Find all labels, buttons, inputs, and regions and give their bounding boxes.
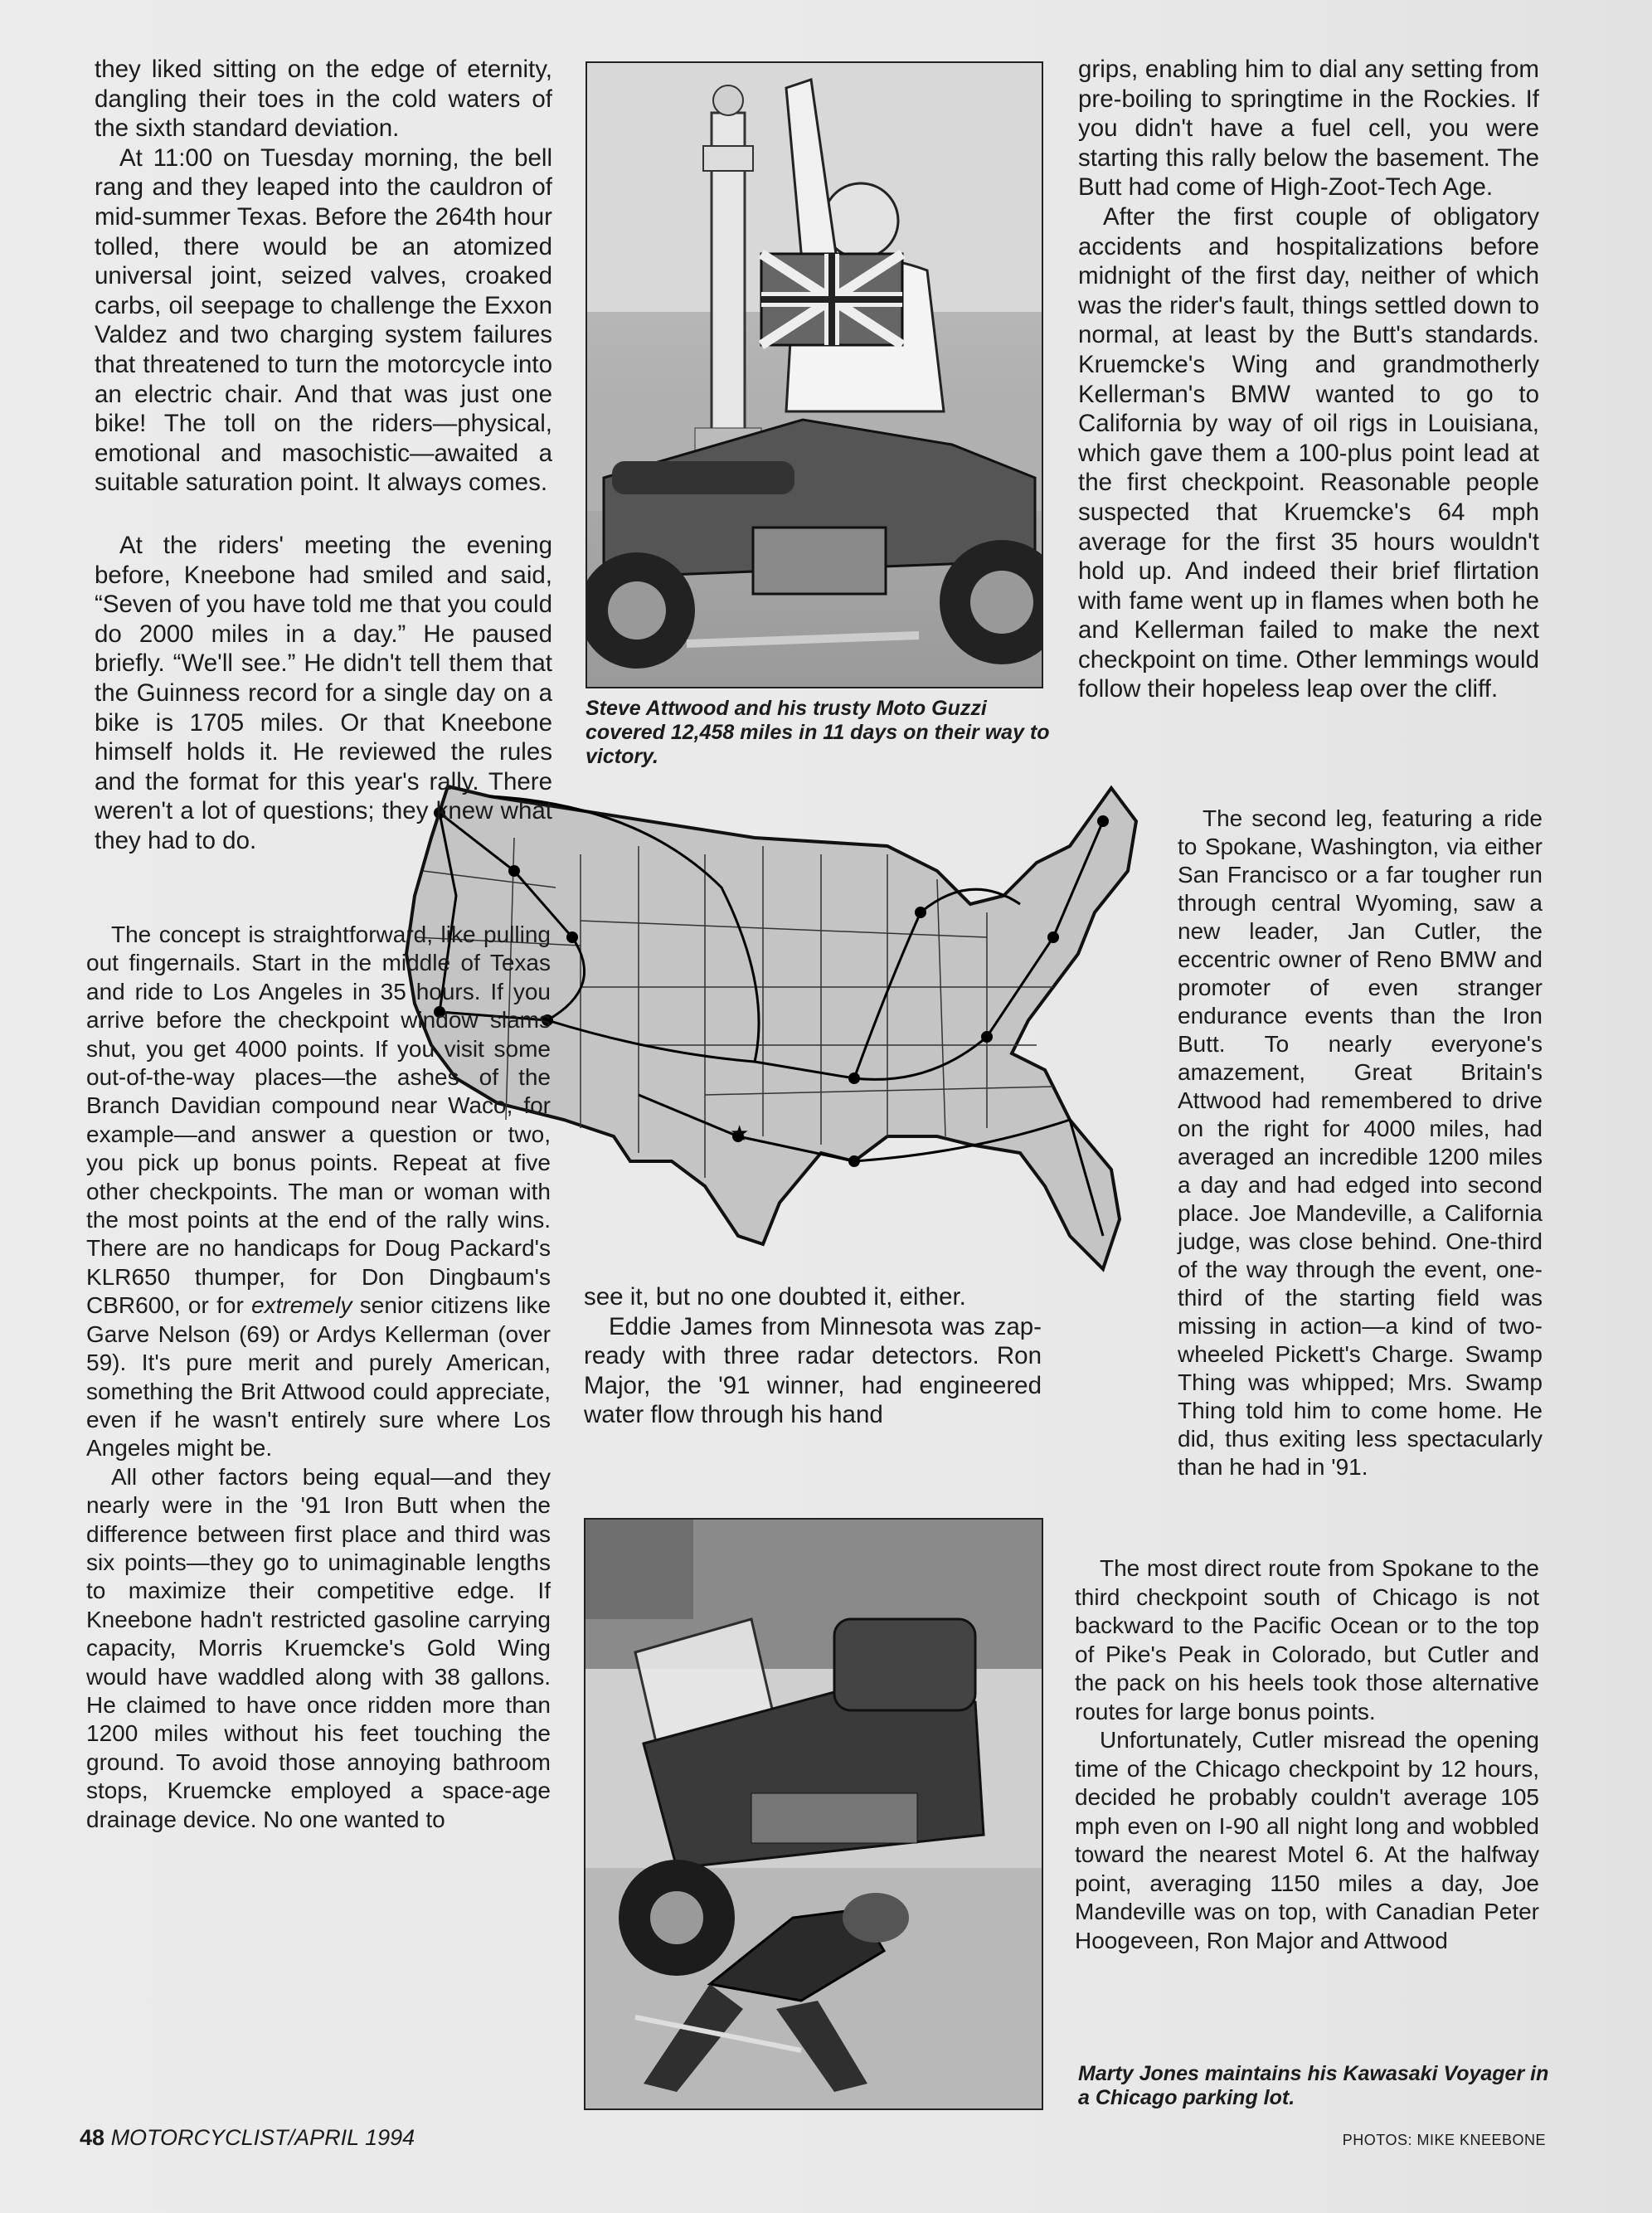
column-2 [584, 1282, 1042, 1430]
column-1-lower [86, 921, 551, 1834]
column-3-lower [1075, 1554, 1539, 1955]
column-3-wrap [1178, 805, 1543, 1481]
paragraph-text: The concept is straightforward, like pulling out fingernails. Start in the middle of Texas and ride to Los Angeles in 35 hours. If you arrive before the checkpoint window slams shut, you get 4000 points. If you visit some out-of-the-way places—the ashes of the Branch Davidian compound near Waco, for example—and answer a question or two, you pick up bonus points. Repeat at five other checkpoints. The man or woman with the most points at the end of the rally wins. There are no handicaps for Doug Packard's KLR650 thumper, for Don Dingbaum's CBR600, or for [86, 922, 551, 1319]
paragraph-text: senior citizens like Garve Nelson (69) or Ardys Kellerman (over 59). It's pure merit and purely American, something the Brit Attwood could appreciate, even if he wasn't entirely sure where Los Angeles might be. [86, 1292, 551, 1462]
magazine-issue: MOTORCYCLIST/APRIL 1994 [110, 2125, 415, 2150]
paragraph [86, 921, 551, 1463]
paragraph: At the riders' meeting the evening before, Kneebone had smiled and said, “Seven of you have told me that you could do 2000 miles in a day.” He paused briefly. “We'll see.” He didn't tell them that the Guinness record for a single day on a bike is 1705 miles. Or that Kneebone himself holds it. He reviewed the rules and the format for this year's rally. There weren't a lot of questions; they knew what they had to do. [95, 532, 552, 854]
paragraph: The second leg, featuring a ride to Spokane, Washington, via either San Francisco or a far tougher run through central Wyoming, saw a new leader, Jan Cutler, the eccentric owner of Reno BMW and promoter of even stranger endurance events than the Iron Butt. To nearly everyone's amazement, Great Britain's Attwood had remembered to drive on the right for 4000 miles, had averaged an incredible 1200 miles a day and had edged into second place. Joe Mandeville, a California judge, was close behind. One-third of the way through the event, one-third of the starting field was missing in action—a kind of two-wheeled Pickett's Charge. Swamp Thing was whipped; Mrs. Swamp Thing told him to come home. He did, thus exiting less spectacularly than he had in '91. [1178, 805, 1543, 1480]
emphasis-text: extremely [251, 1292, 352, 1319]
bottom-photo-kawasaki-voyager [584, 1518, 1043, 2110]
photo-rider-with-trophy [587, 63, 1042, 687]
column-1-upper [95, 55, 552, 498]
page-folio [80, 2125, 415, 2151]
paragraph: After the first couple of obligatory accidents and hospitalizations before midnight of the first day, neither of which was the rider's fault, things settled down to normal, at least by the Butt's standards. Kruemcke's Wing and grandmotherly Kellerman's BMW wanted to go to California by way of oil rigs in Louisiana, which gave them a 100-plus point lead at the first checkpoint. Reasonable people suspected that Kruemcke's 64 mph average for the first 35 hours wouldn't hold up. And indeed their brief flirtation with fame went up in flames when both he and Kellerman failed to make the next checkpoint on time. Other lemmings would follow their hopeless leap over the cliff. [1078, 202, 1539, 703]
photo-rider-parking-lot [585, 1520, 1042, 2108]
paragraph: Unfortunately, Cutler misread the opening time of the Chicago checkpoint by 12 hours, decided he probably couldn't average 105 mph even on I-90 all night long and wobbled toward the nearest Motel 6. At the halfway point, averaging 1150 miles a day, Joe Mandeville was on top, with Canadian Peter Hoogeveen, Ron Major and Attwood [1075, 1727, 1539, 1953]
photo-credit: PHOTOS: MIKE KNEEBONE [1342, 2132, 1546, 2148]
paragraph: Eddie James from Minnesota was zap-ready with three radar detectors. Ron Major, the '91 winner, had engineered water flow through his hand [584, 1312, 1042, 1429]
start-star-icon: ★ [730, 1121, 750, 1145]
column-1-middle [95, 531, 552, 856]
paragraph: All other factors being equal—and they nearly were in the '91 Iron Butt when the difference between first place and third was six points—they go to unimaginable lengths to maximize their competitive edge. If Kneebone hadn't restricted gasoline carrying capacity, Morris Kruemcke's Gold Wing would have waddled along with 38 gallons. He claimed to have once ridden more than 1200 miles without his feet touching the ground. To avoid those annoying bathroom stops, Kruemcke employed a space-age drainage device. No one wanted to [86, 1463, 551, 1832]
top-photo-caption: Steve Attwood and his trusty Moto Guzzi covered 12,458 miles in 11 days on their way to victory. [585, 697, 1050, 768]
paragraph: grips, enabling him to dial any setting from pre-boiling to springtime in the Rockies. If you didn't have a fuel cell, you were starting this rally below the basement. The Butt had come of High-Zoot-Tech Age. [1078, 56, 1539, 202]
top-photo-attwood-moto-guzzi [585, 61, 1043, 688]
paragraph: they liked sitting on the edge of eternity, dangling their toes in the cold waters of the sixth standard deviation. [95, 56, 552, 143]
paragraph: At 11:00 on Tuesday morning, the bell rang and they leaped into the cauldron of mid-summer Texas. Before the 264th hour tolled, there would be an atomized universal joint, seized valves, croaked carbs, oil seepage to challenge the Exxon Valdez and two charging system failures that threatened to turn the motorcycle into an electric chair. And that was just one bike! The toll on the riders—physical, emotional and masochistic—awaited a suitable saturation point. It always comes. [95, 143, 552, 497]
paragraph: see it, but no one doubted it, either. [584, 1283, 966, 1311]
page-number: 48 [80, 2125, 105, 2150]
paragraph: The most direct route from Spokane to the third checkpoint south of Chicago is not backward to the Pacific Ocean or to the top of Pike's Peak in Colorado, but Cutler and the pack on his heels took those alternative routes for large bonus points. [1075, 1555, 1539, 1724]
column-3-upper [1078, 55, 1539, 704]
bottom-photo-caption: Marty Jones maintains his Kawasaki Voyager in a Chicago parking lot. [1078, 2062, 1549, 2109]
